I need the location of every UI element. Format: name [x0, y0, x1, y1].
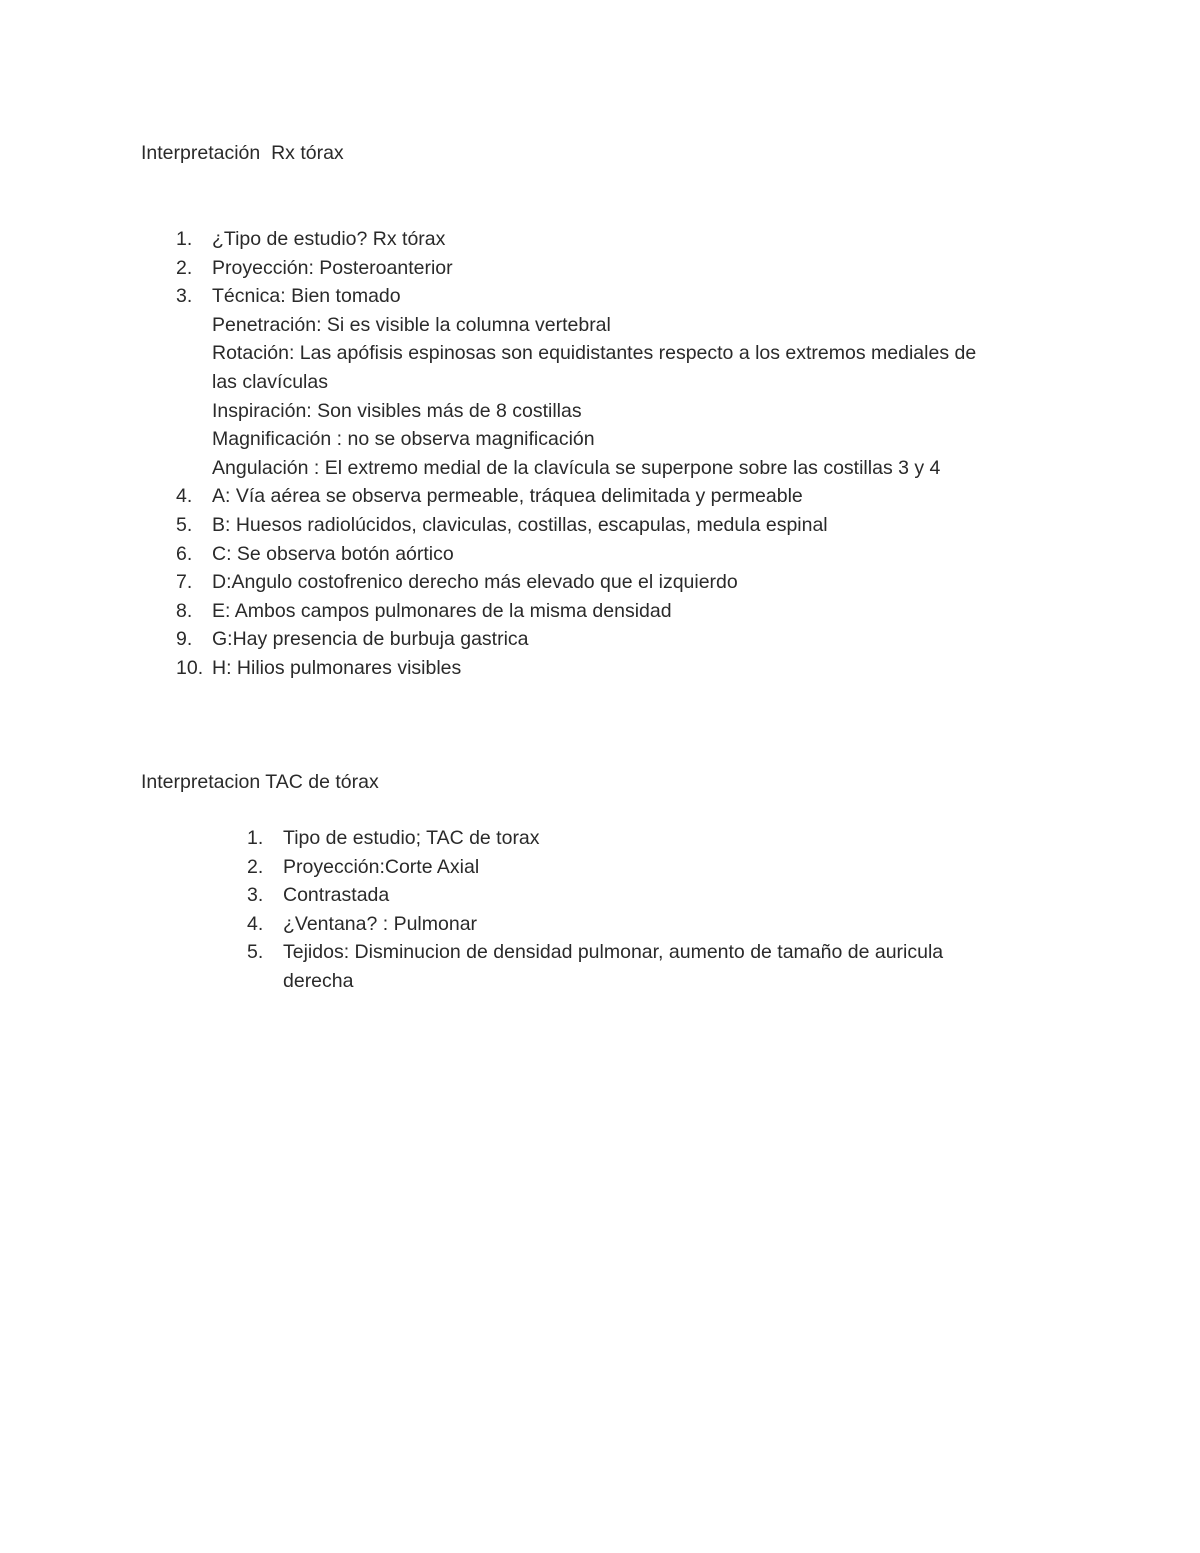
list-item — [176, 597, 976, 626]
list-item — [176, 568, 976, 597]
list-item-number: 10. — [176, 656, 204, 679]
list-item — [176, 511, 976, 540]
list-item-text: las clavículas — [212, 370, 328, 393]
list-item-text: Técnica: Bien tomado — [212, 285, 401, 308]
list-item-text: Proyección:Corte Axial — [283, 855, 480, 878]
list-item-number: 8. — [176, 599, 193, 622]
list-item-text: C: Se observa botón aórtico — [212, 542, 454, 565]
list-item-number: 4. — [247, 912, 264, 935]
rx-findings-list — [176, 225, 976, 683]
list-item-text: Rotación: Las apófisis espinosas son equidistantes respecto a los extremos mediales de — [212, 342, 977, 365]
list-item-number: 3. — [247, 884, 264, 907]
list-item-text: B: Huesos radiolúcidos, claviculas, costillas, escapulas, medula espinal — [212, 513, 828, 536]
list-item-number: 6. — [176, 542, 193, 565]
list-item-number: 7. — [176, 571, 193, 594]
list-item-text: A: Vía aérea se observa permeable, tráquea delimitada y permeable — [212, 485, 803, 508]
list-item-number: 1. — [247, 827, 264, 849]
section-heading-rx: Interpretación Rx tórax — [141, 142, 344, 164]
list-item-number: 1. — [176, 228, 193, 250]
tac-findings-list — [247, 824, 943, 996]
list-item-number: 3. — [176, 285, 193, 308]
list-item — [247, 938, 943, 995]
list-item — [176, 482, 976, 511]
list-item — [247, 881, 943, 910]
list-item — [247, 910, 943, 939]
list-item-number: 5. — [176, 513, 193, 536]
list-item-text: Tejidos: Disminucion de densidad pulmonar, aumento de tamaño de auricula — [283, 941, 944, 964]
list-item — [176, 625, 976, 654]
list-item-text: derecha — [283, 969, 354, 992]
list-item-text: ¿Tipo de estudio? Rx tórax — [212, 228, 446, 250]
list-item — [247, 824, 943, 853]
list-item-number: 2. — [176, 256, 193, 279]
list-item-text: E: Ambos campos pulmonares de la misma densidad — [212, 599, 672, 622]
list-item — [247, 853, 943, 882]
list-item — [176, 225, 976, 254]
list-item-text: Proyección: Posteroanterior — [212, 256, 453, 279]
list-item-text: Angulación : El extremo medial de la clavícula se superpone sobre las costillas 3 y 4 — [212, 456, 941, 479]
list-item-text: Contrastada — [283, 884, 390, 907]
list-item — [176, 540, 976, 569]
list-item-number: 4. — [176, 485, 193, 508]
list-item-text: Magnificación : no se observa magnificación — [212, 428, 595, 451]
list-item-number: 9. — [176, 628, 193, 651]
list-item — [176, 254, 976, 283]
list-item-text: G:Hay presencia de burbuja gastrica — [212, 628, 529, 651]
list-item-text: Tipo de estudio; TAC de torax — [283, 827, 540, 849]
list-item-text: H: Hilios pulmonares visibles — [212, 656, 462, 679]
list-item-number: 5. — [247, 941, 264, 964]
list-item — [176, 654, 976, 683]
list-item-text: Inspiración: Son visibles más de 8 costillas — [212, 399, 582, 422]
list-item-text: D:Angulo costofrenico derecho más elevado que el izquierdo — [212, 571, 738, 594]
list-item-number: 2. — [247, 855, 264, 878]
list-item-text: ¿Ventana? : Pulmonar — [283, 912, 478, 935]
list-item — [176, 282, 976, 482]
list-item-text: Penetración: Si es visible la columna vertebral — [212, 313, 611, 336]
section-heading-tac: Interpretacion TAC de tórax — [141, 771, 379, 793]
